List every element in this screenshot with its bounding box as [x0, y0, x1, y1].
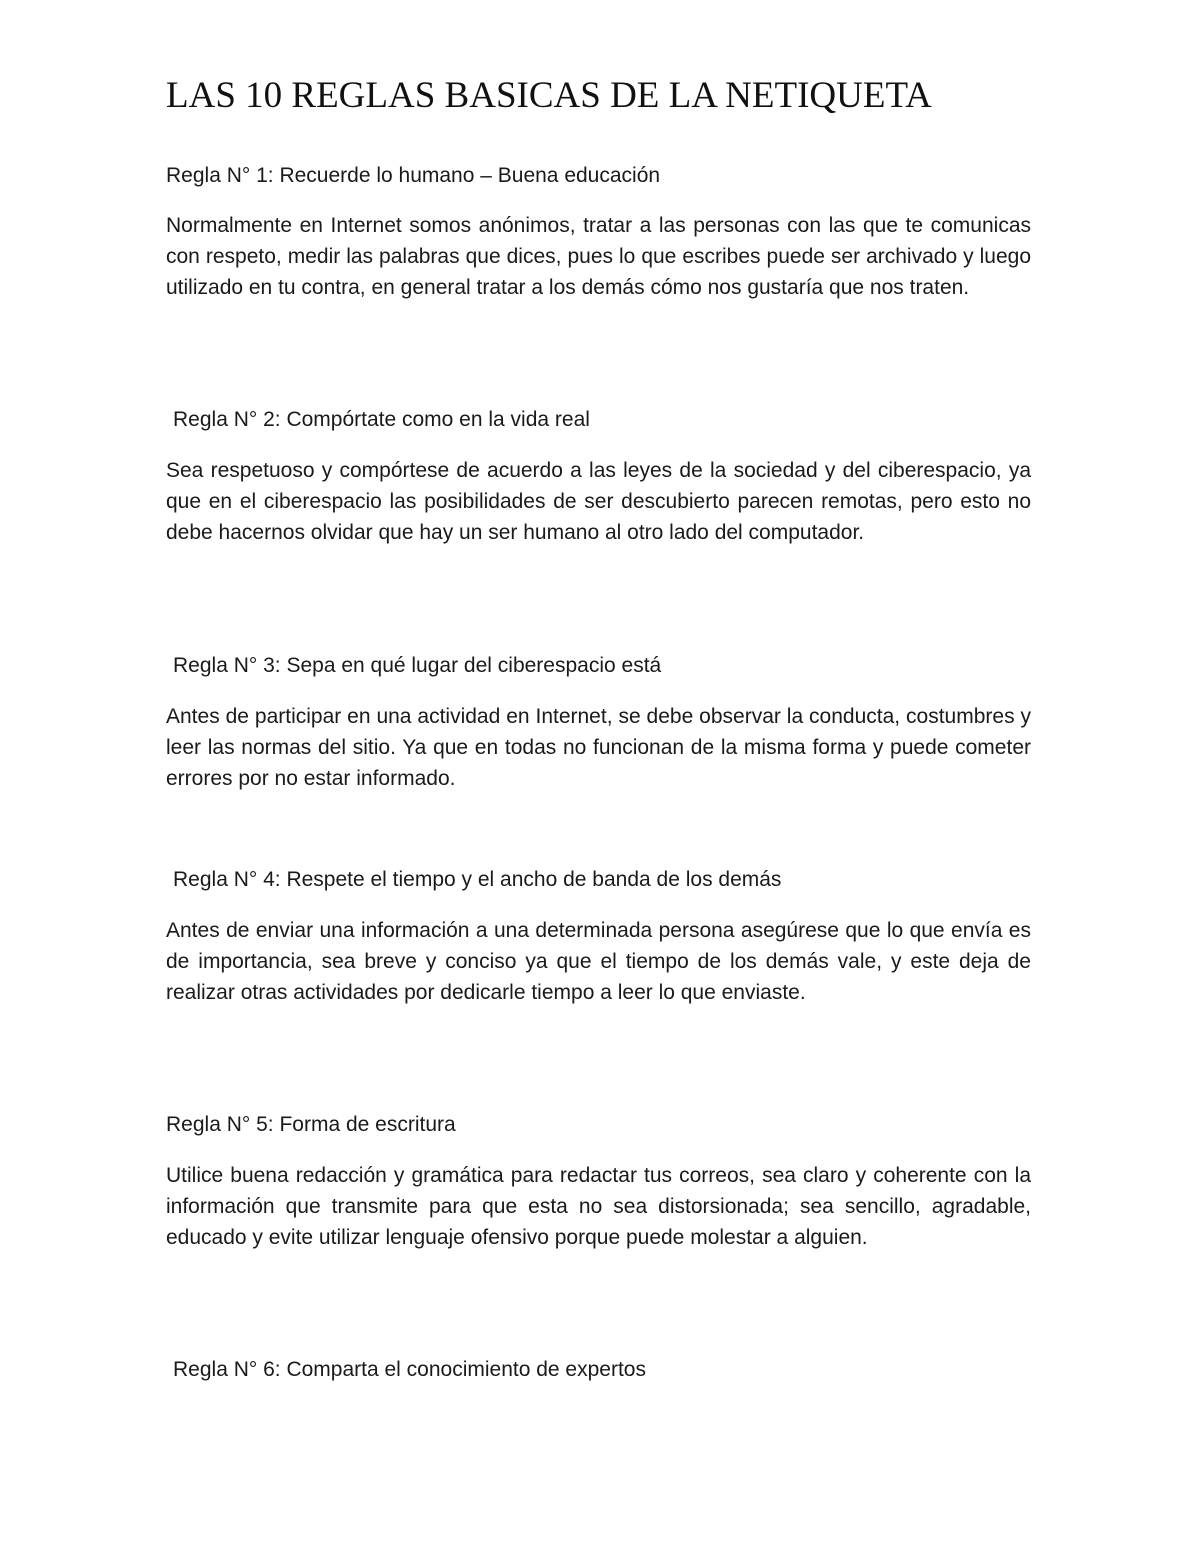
rule-4-text: Antes de enviar una información a una determinada persona asegúrese que lo que envía es de importancia, sea breve y conciso ya que el tiempo de los demás vale, y este deja de realizar otras actividades por dedicarle tiempo a leer lo que enviaste.: [166, 919, 1031, 1004]
rule-3-heading: Regla N° 3: Sepa en qué lugar del ciberespacio está: [173, 654, 662, 677]
rule-5-text: Utilice buena redacción y gramática para redactar tus correos, sea claro y coherente con la información que transmite para que esta no sea distorsionada; sea sencillo, agradable, educado y evite utilizar lenguaje ofensivo porque puede molestar a alguien.: [166, 1164, 1031, 1249]
rule-1-text: Normalmente en Internet somos anónimos, tratar a las personas con las que te comunicas con respeto, medir las palabras que dices, pues lo que escribes puede ser archivado y luego utilizado en tu contra, en general tratar a los demás cómo nos gustaría que nos traten.: [166, 214, 1031, 299]
rule-2-text: Sea respetuoso y compórtese de acuerdo a las leyes de la sociedad y del ciberespacio, ya que en el ciberespacio las posibilidades de ser descubierto parecen remotas, pero esto no debe hacernos olvidar que hay un ser humano al otro lado del computador.: [166, 459, 1031, 544]
rule-3-text: Antes de participar en una actividad en Internet, se debe observar la conducta, costumbres y leer las normas del sitio. Ya que en todas no funcionan de la misma forma y puede cometer errores por no estar informado.: [166, 705, 1031, 790]
document-title: LAS 10 REGLAS BASICAS DE LA NETIQUETA: [166, 75, 932, 116]
rule-1-heading: Regla N° 1: Recuerde lo humano – Buena educación: [166, 164, 661, 187]
rule-4-heading: Regla N° 4: Respete el tiempo y el ancho de banda de los demás: [173, 868, 782, 891]
rule-6-heading: Regla N° 6: Comparta el conocimiento de expertos: [173, 1358, 646, 1381]
rule-2-heading: Regla N° 2: Compórtate como en la vida real: [173, 408, 590, 431]
rule-5-heading: Regla N° 5: Forma de escritura: [166, 1113, 456, 1136]
